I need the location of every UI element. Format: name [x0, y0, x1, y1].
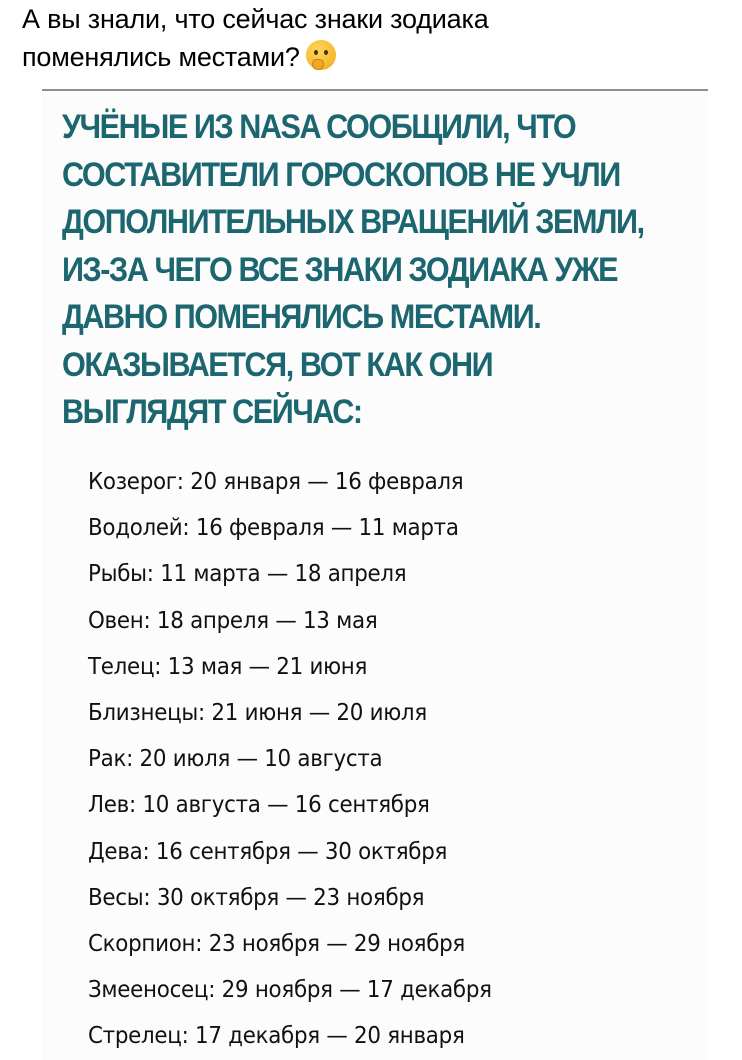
caption-line-2	[22, 38, 722, 76]
zodiac-row-aquarius: Водолей: 16 февраля — 11 марта	[88, 515, 459, 542]
zodiac-row-sagittarius: Стрелец: 17 декабря — 20 января	[88, 1023, 465, 1050]
zodiac-row-scorpio: Скорпион: 23 ноября — 29 ноября	[88, 931, 466, 958]
divider	[42, 89, 708, 91]
headline-line: УЧЁНЫЕ ИЗ NASA СООБЩИЛИ, ЧТО	[62, 108, 576, 146]
zodiac-row-leo: Лев: 10 августа — 16 сентября	[88, 792, 430, 819]
image-headline	[62, 104, 644, 437]
zodiac-row-capricorn: Козерог: 20 января — 16 февраля	[88, 469, 464, 495]
headline-line: ДАВНО ПОМЕНЯЛИСЬ МЕСТАМИ.	[62, 298, 541, 336]
zodiac-row-taurus: Телец: 13 мая — 21 июня	[88, 653, 368, 680]
headline-line: ВЫГЛЯДЯТ СЕЙЧАС:	[62, 393, 362, 431]
caption-line-1: А вы знали, что сейчас знаки зодиака	[22, 4, 489, 34]
headline-line: ИЗ-ЗА ЧЕГО ВСЕ ЗНАКИ ЗОДИАКА УЖЕ	[62, 250, 618, 289]
caption-line-2-text: поменялись местами?	[22, 42, 300, 72]
headline-line: ДОПОЛНИТЕЛЬНЫХ ВРАЩЕНИЙ ЗЕМЛИ,	[62, 203, 644, 241]
zodiac-row-libra: Весы: 30 октября — 23 ноября	[88, 884, 425, 911]
headline-line: СОСТАВИТЕЛИ ГОРОСКОПОВ НЕ УЧЛИ	[62, 155, 620, 194]
zodiac-date-list	[88, 459, 646, 1060]
zodiac-row-aries: Овен: 18 апреля — 13 мая	[88, 607, 378, 634]
zodiac-row-pisces: Рыбы: 11 марта — 18 апреля	[88, 561, 407, 588]
zodiac-row-cancer: Рак: 20 июля — 10 августа	[88, 746, 383, 773]
zodiac-row-gemini: Близнецы: 21 июня — 20 июля	[88, 700, 427, 727]
headline-line: ОКАЗЫВАЕТСЯ, ВОТ КАК ОНИ	[62, 345, 493, 384]
zodiac-row-ophiuchus: Змееносец: 29 ноября — 17 декабря	[88, 977, 492, 1004]
thinking-face-icon	[306, 40, 336, 70]
post-caption	[22, 0, 722, 76]
zodiac-row-virgo: Дева: 16 сентября — 30 октября	[88, 838, 448, 865]
